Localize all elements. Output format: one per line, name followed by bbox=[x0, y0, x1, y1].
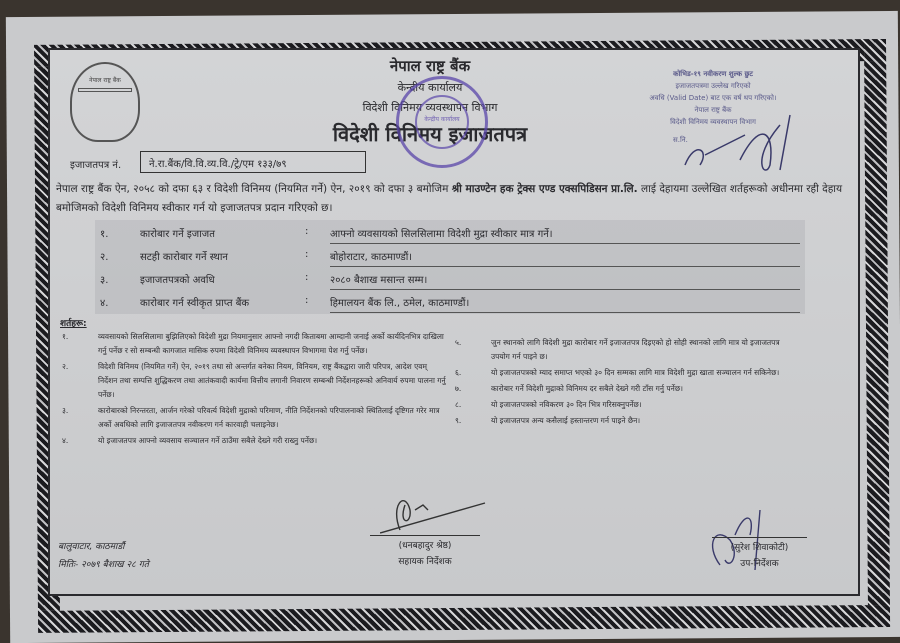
row-value: आफ्नो व्यवसायको सिलसिलामा विदेशी मुद्रा स्वीकार मात्र गर्ने। bbox=[330, 226, 800, 244]
company-name: श्री माउण्टेन हक ट्रेक्स एण्ड एक्सपिडिसन प्रा.लि. bbox=[451, 183, 638, 195]
row-label: कारोबार गर्ने इजाजत bbox=[140, 229, 215, 240]
note-line: नेपाल राष्ट्र बैंक bbox=[694, 106, 732, 114]
detail-row bbox=[100, 295, 800, 317]
office-name: केन्द्रीय कार्यालय bbox=[397, 81, 463, 94]
signatory-title: उप-निर्देशक bbox=[740, 559, 779, 569]
conditions-list-right bbox=[455, 336, 800, 430]
detail-row bbox=[100, 272, 800, 294]
condition-number: ३. bbox=[62, 406, 69, 415]
signature-line bbox=[712, 537, 807, 538]
condition-number: १. bbox=[62, 332, 69, 341]
condition-text: कारोबार गर्ने विदेशी मुद्राको विनिमय दर सबैले देख्ने गरी टाँस गर्नु पर्नेछ। bbox=[491, 384, 683, 393]
row-number: २. bbox=[100, 252, 109, 263]
condition-number: ६. bbox=[455, 368, 462, 377]
signatory-name: (सुरेश शिवाकोटी) bbox=[730, 543, 789, 553]
signature-line bbox=[370, 535, 480, 536]
row-colon: : bbox=[305, 249, 309, 260]
condition-item bbox=[62, 404, 447, 432]
condition-text: यो इजाजतपत्र अन्य कसैलाई हस्तान्तरण गर्न पाइने छैन। bbox=[491, 416, 641, 425]
signatory-title: सहायक निर्देशक bbox=[398, 557, 452, 567]
condition-number: ७. bbox=[455, 384, 462, 393]
row-label: सटही कारोबार गर्ने स्थान bbox=[140, 252, 228, 263]
page-title: विदेशी विनिमय इजाजतपत्र bbox=[332, 122, 528, 146]
seal-text: नेपाल राष्ट्र बैंक bbox=[89, 77, 121, 84]
condition-text: कारोबारको निरन्तरता, आर्जन गरेको परिवर्त्य विदेशी मुद्राको परिमाण, नीति निर्देशनको परिपालनाको स्थितिलाई दृष्टिगत गरेर मात्र अर्को अवधिको लागि इजाजतपत्र नवीकरण गर्न कारवाही चलाइनेछ। bbox=[98, 406, 440, 429]
row-number: १. bbox=[100, 229, 109, 240]
license-number-label: इजाजतपत्र नं. bbox=[70, 160, 122, 171]
row-colon: : bbox=[305, 272, 309, 283]
license-number-field: ने.रा.बैंक/वि.वि.व्य.वि./ट्रे/एम १३३/७९ bbox=[140, 151, 366, 173]
condition-item bbox=[62, 330, 447, 358]
detail-row bbox=[100, 249, 800, 271]
issue-address: बालुवाटार, काठमाडौं bbox=[58, 542, 125, 552]
official-stamp bbox=[396, 76, 488, 168]
row-colon: : bbox=[305, 226, 309, 237]
row-label: कारोबार गर्न स्वीकृत प्राप्त बैंक bbox=[140, 298, 250, 309]
row-number: ४. bbox=[100, 298, 109, 309]
sign-label: स.नि. bbox=[673, 136, 688, 144]
row-value: बोहोराटार, काठमाण्डौं। bbox=[330, 249, 800, 267]
note-line: विदेशी विनिमय व्यवस्थापन विभाग bbox=[670, 118, 756, 126]
condition-text: जुन स्थानको लागि विदेशी मुद्रा कारोबार गर्ने इजाजतपत्र दिइएको हो सोही स्थानको लागि मात्र यो इजाजतपत्र उपयोग गर्न पाइने छ। bbox=[491, 338, 780, 361]
row-number: ३. bbox=[100, 275, 109, 286]
note-line: कोभिड-१९ नवीकरण शुल्क छुट bbox=[673, 70, 753, 78]
signature-assistant-director bbox=[380, 485, 490, 535]
conditions-heading: शर्तहरू: bbox=[60, 319, 87, 329]
condition-item bbox=[455, 398, 800, 412]
condition-text: व्यवसायको सिलसिलामा बुझिलिएको विदेशी मुद्रा नियमानुसार आफ्नो नगदी किताबमा आम्दानी जनाई अर्को कार्यदिनभित्र दाखिला गर्नु पर्नेछ र सो सम्बन्धी कागजात मासिक रुपमा विदेशी विनिमय व्यवस्थापन विभागमा पेश गर्नु पर्नेछ। bbox=[98, 332, 444, 355]
seal-ribbon bbox=[78, 88, 132, 92]
signatory-deputy-director bbox=[712, 537, 807, 572]
row-value: २०८० बैशाख मसान्त सम्म। bbox=[330, 272, 800, 290]
renewal-signature bbox=[680, 110, 810, 180]
condition-text: यो इजाजतपत्रको म्याद समाप्त भएको ३० दिन सम्मका लागि मात्र विदेशी मुद्रा खाता सञ्चालन गर्न सकिनेछ। bbox=[491, 368, 780, 377]
issue-date: मितिः- २०७९ बैशाख २८ गते bbox=[58, 560, 149, 570]
department-name: विदेशी विनिमय व्यवस्थापन विभाग bbox=[362, 101, 498, 114]
signatory-name: (धनबहादुर श्रेष्ठ) bbox=[398, 541, 452, 551]
condition-item bbox=[455, 414, 800, 428]
condition-item bbox=[455, 366, 800, 380]
condition-item bbox=[62, 434, 447, 448]
condition-number: २. bbox=[62, 362, 69, 371]
condition-text: विदेशी विनिमय (नियमित गर्ने) ऐन, २०१९ तथा सो अन्तर्गत बनेका नियम, विनियम, राष्ट्र बैंकद्वारा जारी परिपत्र, आदेश एवम् निर्देशन तथा सम्पत्ति शुद्धिकरण तथा आतंकवादी कार्यमा वित्तीय लगानी निवारण सम्बन्धी निर्देशनहरूको अनिवार्य रुपमा पालना गर्नु पर्नेछ। bbox=[98, 362, 446, 399]
condition-item bbox=[455, 336, 800, 364]
issue-place-date bbox=[58, 538, 149, 574]
signatory-assistant-director bbox=[370, 535, 480, 570]
row-label: इजाजतपत्रको अवधि bbox=[140, 275, 215, 286]
stamp-text: केन्द्रीय कार्यालय bbox=[415, 95, 469, 149]
row-value: हिमालयन बैंक लि., ठमेल, काठमाण्डौं। bbox=[330, 295, 800, 313]
conditions-list-left bbox=[62, 330, 447, 450]
condition-number: ८. bbox=[455, 400, 462, 409]
note-line: इजाजतपत्रमा उल्लेख गरिएको bbox=[675, 82, 751, 90]
condition-number: ४. bbox=[62, 436, 69, 445]
row-colon: : bbox=[305, 295, 309, 306]
intro-text: नेपाल राष्ट्र बैंक ऐन, २०५८ को दफा ६३ र विदेशी विनिमय (नियमित गर्ने) ऐन, २०१९ को दफा ३ बमोजिम bbox=[56, 183, 452, 195]
bank-emblem-seal bbox=[70, 62, 140, 142]
condition-text: यो इजाजतपत्र आफ्नो व्यवसाय सञ्चालन गर्ने ठाउँमा सबैले देख्ने गरी राख्नु पर्नेछ। bbox=[98, 436, 318, 445]
condition-number: ५. bbox=[455, 338, 462, 347]
bank-name: नेपाल राष्ट्र बैंक bbox=[389, 57, 471, 75]
condition-item bbox=[62, 360, 447, 402]
intro-text: लाई देहायमा उल्लेखित शर्तहरूको अधीनमा रही देहाय बमोजिमको विदेशी विनिमय स्वीकार गर्न यो इजाजतपत्र प्रदान गरिएको छ। bbox=[56, 183, 843, 214]
note-line: अवधि (Valid Date) बाट एक वर्ष थप गरिएको। bbox=[649, 94, 777, 102]
intro-paragraph bbox=[56, 180, 856, 218]
detail-row bbox=[100, 226, 800, 248]
condition-text: यो इजाजतपत्रको नविकरण ३० दिन भित्र गरिसक्नुपर्नेछ। bbox=[491, 400, 642, 409]
condition-number: ९. bbox=[455, 416, 462, 425]
condition-item bbox=[455, 382, 800, 396]
